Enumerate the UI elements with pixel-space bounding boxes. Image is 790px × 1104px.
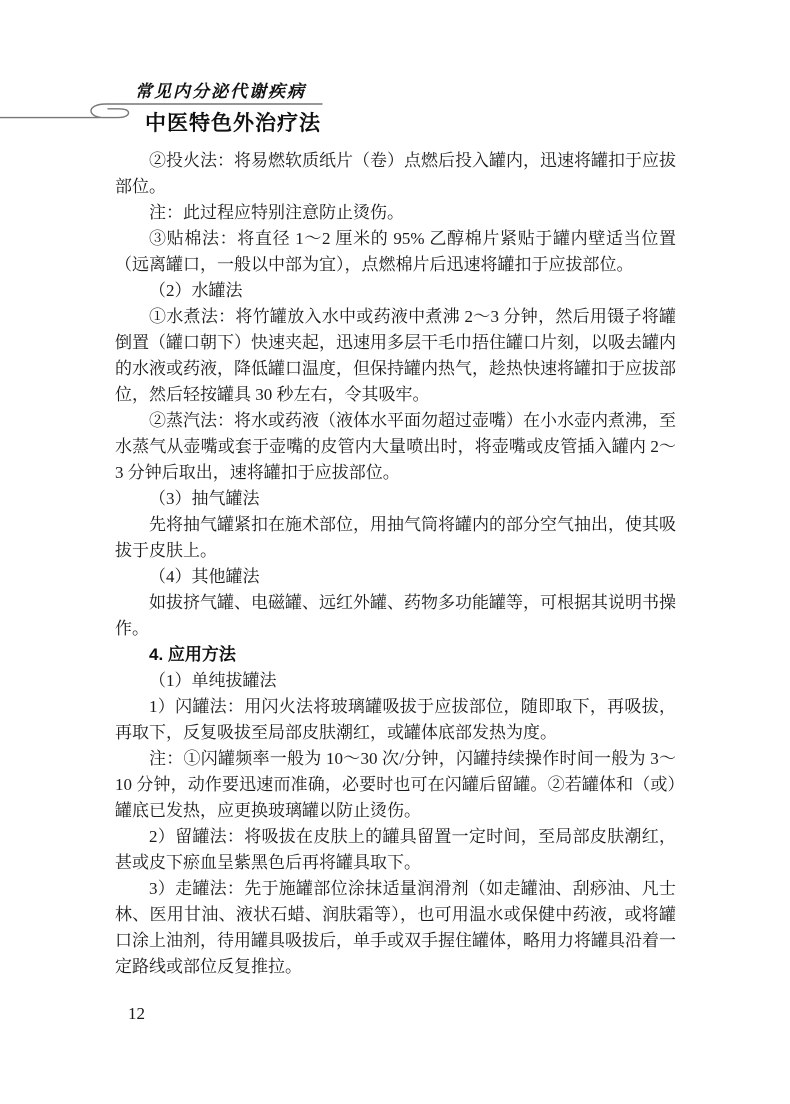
paragraph-subhead: （3）抽气罐法 bbox=[149, 489, 260, 508]
paragraph: ②蒸汽法：将水或药液（液体水平面勿超过壶嘴）在小水壶内煮沸，至水蒸气从壶嘴或套于壶嘴的皮管内大量喷出时，将壶嘴或皮管插入罐内 2～3 分钟后取出，速将罐扣于应拔部位。 bbox=[115, 411, 676, 482]
section-heading: 4. 应用方法 bbox=[149, 645, 236, 664]
page-body bbox=[115, 148, 676, 980]
paragraph: 先将抽气罐紧扣在施术部位，用抽气筒将罐内的部分空气抽出，使其吸拔于皮肤上。 bbox=[115, 515, 676, 560]
paragraph: 2）留罐法：将吸拔在皮肤上的罐具留置一定时间，至局部皮肤潮红，甚或皮下瘀血呈紫黑色后再将罐具取下。 bbox=[115, 827, 676, 872]
paragraph: ③贴棉法：将直径 1～2 厘米的 95% 乙醇棉片紧贴于罐内壁适当位置（远离罐口，一般以中部为宜），点燃棉片后迅速将罐扣于应拔部位。 bbox=[115, 229, 676, 274]
chapter-title: 中医特色外治疗法 bbox=[145, 112, 321, 135]
paragraph-subhead: （1）单纯拔罐法 bbox=[149, 671, 277, 690]
paragraph-subhead: （4）其他罐法 bbox=[149, 567, 260, 586]
paragraph: 1）闪罐法：用闪火法将玻璃罐吸拔于应拔部位，随即取下，再吸拔，再取下，反复吸拔至局部皮肤潮红，或罐体底部发热为度。 bbox=[115, 697, 676, 742]
paragraph: ②投火法：将易燃软质纸片（卷）点燃后投入罐内，迅速将罐扣于应拔部位。 bbox=[115, 151, 676, 196]
paragraph: ①水煮法：将竹罐放入水中或药液中煮沸 2～3 分钟，然后用镊子将罐倒置（罐口朝下）快速夹起，迅速用多层干毛巾捂住罐口片刻，以吸去罐内的水液或药液，降低罐口温度，但保持罐内热气，趁热快速将罐扣于应拔部位，然后轻按罐具 30 秒左右，令其吸牢。 bbox=[115, 307, 676, 404]
paragraph-note: 注：①闪罐频率一般为 10～30 次/分钟，闪罐持续操作时间一般为 3～10 分钟，动作要迅速而准确，必要时也可在闪罐后留罐。②若罐体和（或）罐底已发热，应更换玻璃罐以防止烫伤。 bbox=[115, 749, 676, 820]
paragraph-note: 注：此过程应特别注意防止烫伤。 bbox=[149, 203, 404, 222]
page-number: 12 bbox=[128, 1004, 145, 1023]
paragraph: 3）走罐法：先于施罐部位涂抹适量润滑剂（如走罐油、刮痧油、凡士林、医用甘油、液状石蜡、润肤霜等），也可用温水或保健中药液，或将罐口涂上油剂，待用罐具吸拔后，单手或双手握住罐体，略用力将罐具沿着一定路线或部位反复推拉。 bbox=[115, 879, 676, 976]
book-title: 常见内分泌代谢疾病 bbox=[135, 82, 306, 101]
paragraph: 如拔挤气罐、电磁罐、远红外罐、药物多功能罐等，可根据其说明书操作。 bbox=[115, 593, 676, 638]
paragraph-subhead: （2）水罐法 bbox=[149, 281, 243, 300]
header-ornament-line bbox=[0, 95, 790, 125]
